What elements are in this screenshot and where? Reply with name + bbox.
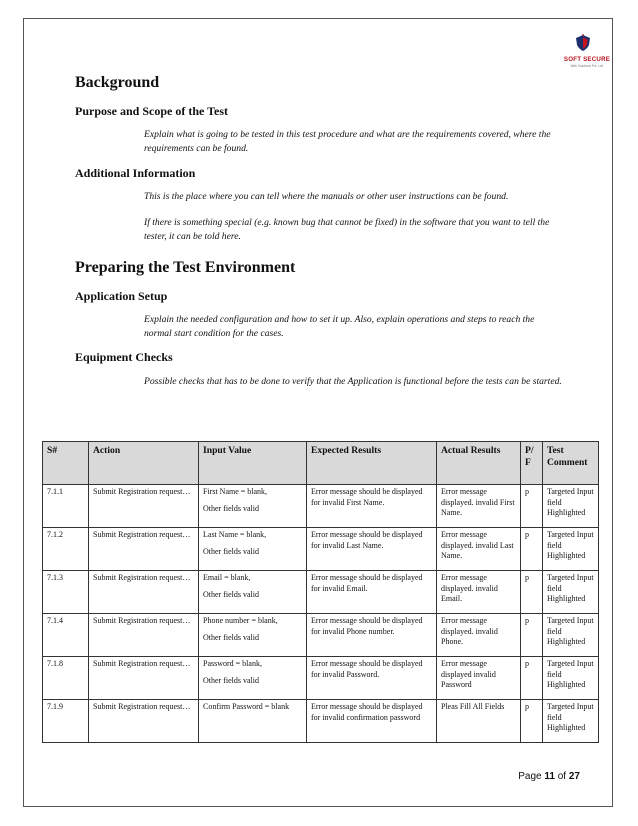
cell-action-text: Submit Registration request… [93,487,191,496]
page-word: Page [518,771,542,782]
table-header-row [43,442,599,485]
cell-actual [437,528,521,571]
cell-action-text: Submit Registration request… [93,573,191,582]
test-case-table [42,441,599,743]
cell-action [89,700,199,743]
table-row [43,657,599,700]
cell-sno-text: 7.1.9 [47,702,63,711]
cell-expected [307,700,437,743]
header-pass-fail: P/ F [521,442,543,485]
heading-equipment-checks: Equipment Checks [75,350,173,364]
cell-pass-fail [521,528,543,571]
cell-input-value [199,657,307,700]
page-total: 27 [568,771,580,782]
equipment-text: Possible checks that has to be done to verify that the Application is functional before the tests can be started. [144,376,562,387]
cell-expected-text: Error message should be displayed for invalid Password. [311,659,423,679]
cell-input-note: Other fields valid [203,546,259,556]
cell-actual-text: Error message displayed. invalid Last Name. [441,530,514,560]
app-setup-text: Explain the needed configuration and how to set it up. Also, explain operations and steps to reach the normal start condition for the cases. [144,314,535,339]
cell-action [89,485,199,528]
cell-comment-text: Targeted Input field Highlighted [547,616,594,646]
cell-input-note: Other fields valid [203,589,259,599]
of-word: of [557,771,567,782]
cell-actual [437,614,521,657]
heading-additional-info: Additional Information [75,166,196,180]
cell-sno [43,571,89,614]
cell-expected-text: Error message should be displayed for invalid confirmation password [311,702,423,722]
cell-comment [543,657,599,700]
cell-input-value-text: Password = blank, [203,659,262,668]
table-row [43,485,599,528]
cell-comment-text: Targeted Input field Highlighted [547,530,594,560]
heading-purpose: Purpose and Scope of the Test [75,104,229,118]
cell-expected-text: Error message should be displayed for invalid Last Name. [311,530,423,550]
cell-sno-text: 7.1.4 [47,616,63,625]
cell-input-value [199,571,307,614]
cell-comment-text: Targeted Input field Highlighted [547,487,594,517]
cell-sno-text: 7.1.3 [47,573,63,582]
header-input-value: Input Value [199,442,307,485]
cell-input-note: Other fields valid [203,632,259,642]
cell-action [89,614,199,657]
cell-actual [437,485,521,528]
cell-action-text: Submit Registration request… [93,530,191,539]
logo-brand: SOFT SECURE [563,56,611,63]
cell-actual-text: Error message displayed. invalid Email. [441,573,498,603]
cell-comment [543,485,599,528]
cell-sno [43,657,89,700]
cell-actual-text: Error message displayed invalid Password [441,659,496,689]
logo-tagline: Web Solutions Pvt. Ltd. [570,64,604,68]
cell-expected-text: Error message should be displayed for invalid Email. [311,573,423,593]
cell-actual-text: Pleas Fill All Fields [441,702,505,711]
cell-comment-text: Targeted Input field Highlighted [547,573,594,603]
cell-action [89,528,199,571]
cell-pass-fail-text: p [525,616,529,625]
cell-pass-fail-text: p [525,487,529,496]
cell-sno [43,614,89,657]
cell-expected [307,485,437,528]
purpose-text: Explain what is going to be tested in this test procedure and what are the requirements covered, where the requirements can be found. [144,129,551,154]
cell-sno-text: 7.1.8 [47,659,63,668]
cell-sno [43,528,89,571]
cell-expected [307,571,437,614]
cell-pass-fail-text: p [525,573,529,582]
cell-pass-fail-text: p [525,659,529,668]
heading-preparing: Preparing the Test Environment [75,259,296,276]
cell-input-value-text: Last Name = blank, [203,530,267,539]
cell-action-text: Submit Registration request… [93,659,191,668]
cell-expected [307,528,437,571]
cell-input-value-text: First Name = blank, [203,487,268,496]
header-test-comment: Test Comment [543,442,599,485]
cell-expected [307,657,437,700]
page-number: 11 [544,771,555,782]
cell-comment [543,700,599,743]
header-expected-results: Expected Results [307,442,437,485]
page-footer [518,771,580,782]
header-action: Action [89,442,199,485]
cell-expected-text: Error message should be displayed for invalid First Name. [311,487,423,507]
cell-input-value-text: Confirm Password = blank [203,702,290,711]
cell-action-text: Submit Registration request… [93,616,191,625]
cell-comment [543,528,599,571]
cell-sno-text: 7.1.1 [47,487,63,496]
cell-input-value-text: Phone number = blank, [203,616,278,625]
cell-pass-fail [521,700,543,743]
cell-comment [543,614,599,657]
cell-action [89,571,199,614]
cell-actual-text: Error message displayed. invalid Phone. [441,616,498,646]
cell-sno [43,700,89,743]
heading-background: Background [75,74,160,91]
cell-pass-fail [521,485,543,528]
cell-input-note: Other fields valid [203,675,259,685]
cell-action-text: Submit Registration request… [93,702,191,711]
cell-actual [437,571,521,614]
cell-input-value-text: Email = blank, [203,573,251,582]
cell-pass-fail [521,614,543,657]
cell-actual [437,700,521,743]
cell-pass-fail [521,571,543,614]
cell-action [89,657,199,700]
cell-pass-fail-text: p [525,530,529,539]
soft-secure-logo [556,26,616,74]
cell-sno [43,485,89,528]
cell-sno-text: 7.1.2 [47,530,63,539]
cell-actual-text: Error message displayed. invalid First Name. [441,487,515,517]
cell-input-value [199,614,307,657]
table-row [43,614,599,657]
header-actual-results: Actual Results [437,442,521,485]
cell-input-value [199,700,307,743]
cell-pass-fail-text: p [525,702,529,711]
table-row [43,571,599,614]
heading-app-setup: Application Setup [75,289,168,303]
shield-icon [575,34,591,52]
cell-input-note: Other fields valid [203,503,259,513]
cell-actual [437,657,521,700]
additional-text-1: This is the place where you can tell where the manuals or other user instructions can be found. [144,191,509,202]
cell-input-value [199,485,307,528]
cell-comment-text: Targeted Input field Highlighted [547,702,594,732]
cell-expected-text: Error message should be displayed for invalid Phone number. [311,616,423,636]
table-row [43,700,599,743]
cell-input-value [199,528,307,571]
header-sno: S# [43,442,89,485]
table-row [43,528,599,571]
cell-pass-fail [521,657,543,700]
cell-comment-text: Targeted Input field Highlighted [547,659,594,689]
cell-expected [307,614,437,657]
additional-text-2: If there is something special (e.g. known bug that cannot be fixed) in the software that you want to tell the tester, it can be told here. [144,217,550,242]
cell-comment [543,571,599,614]
